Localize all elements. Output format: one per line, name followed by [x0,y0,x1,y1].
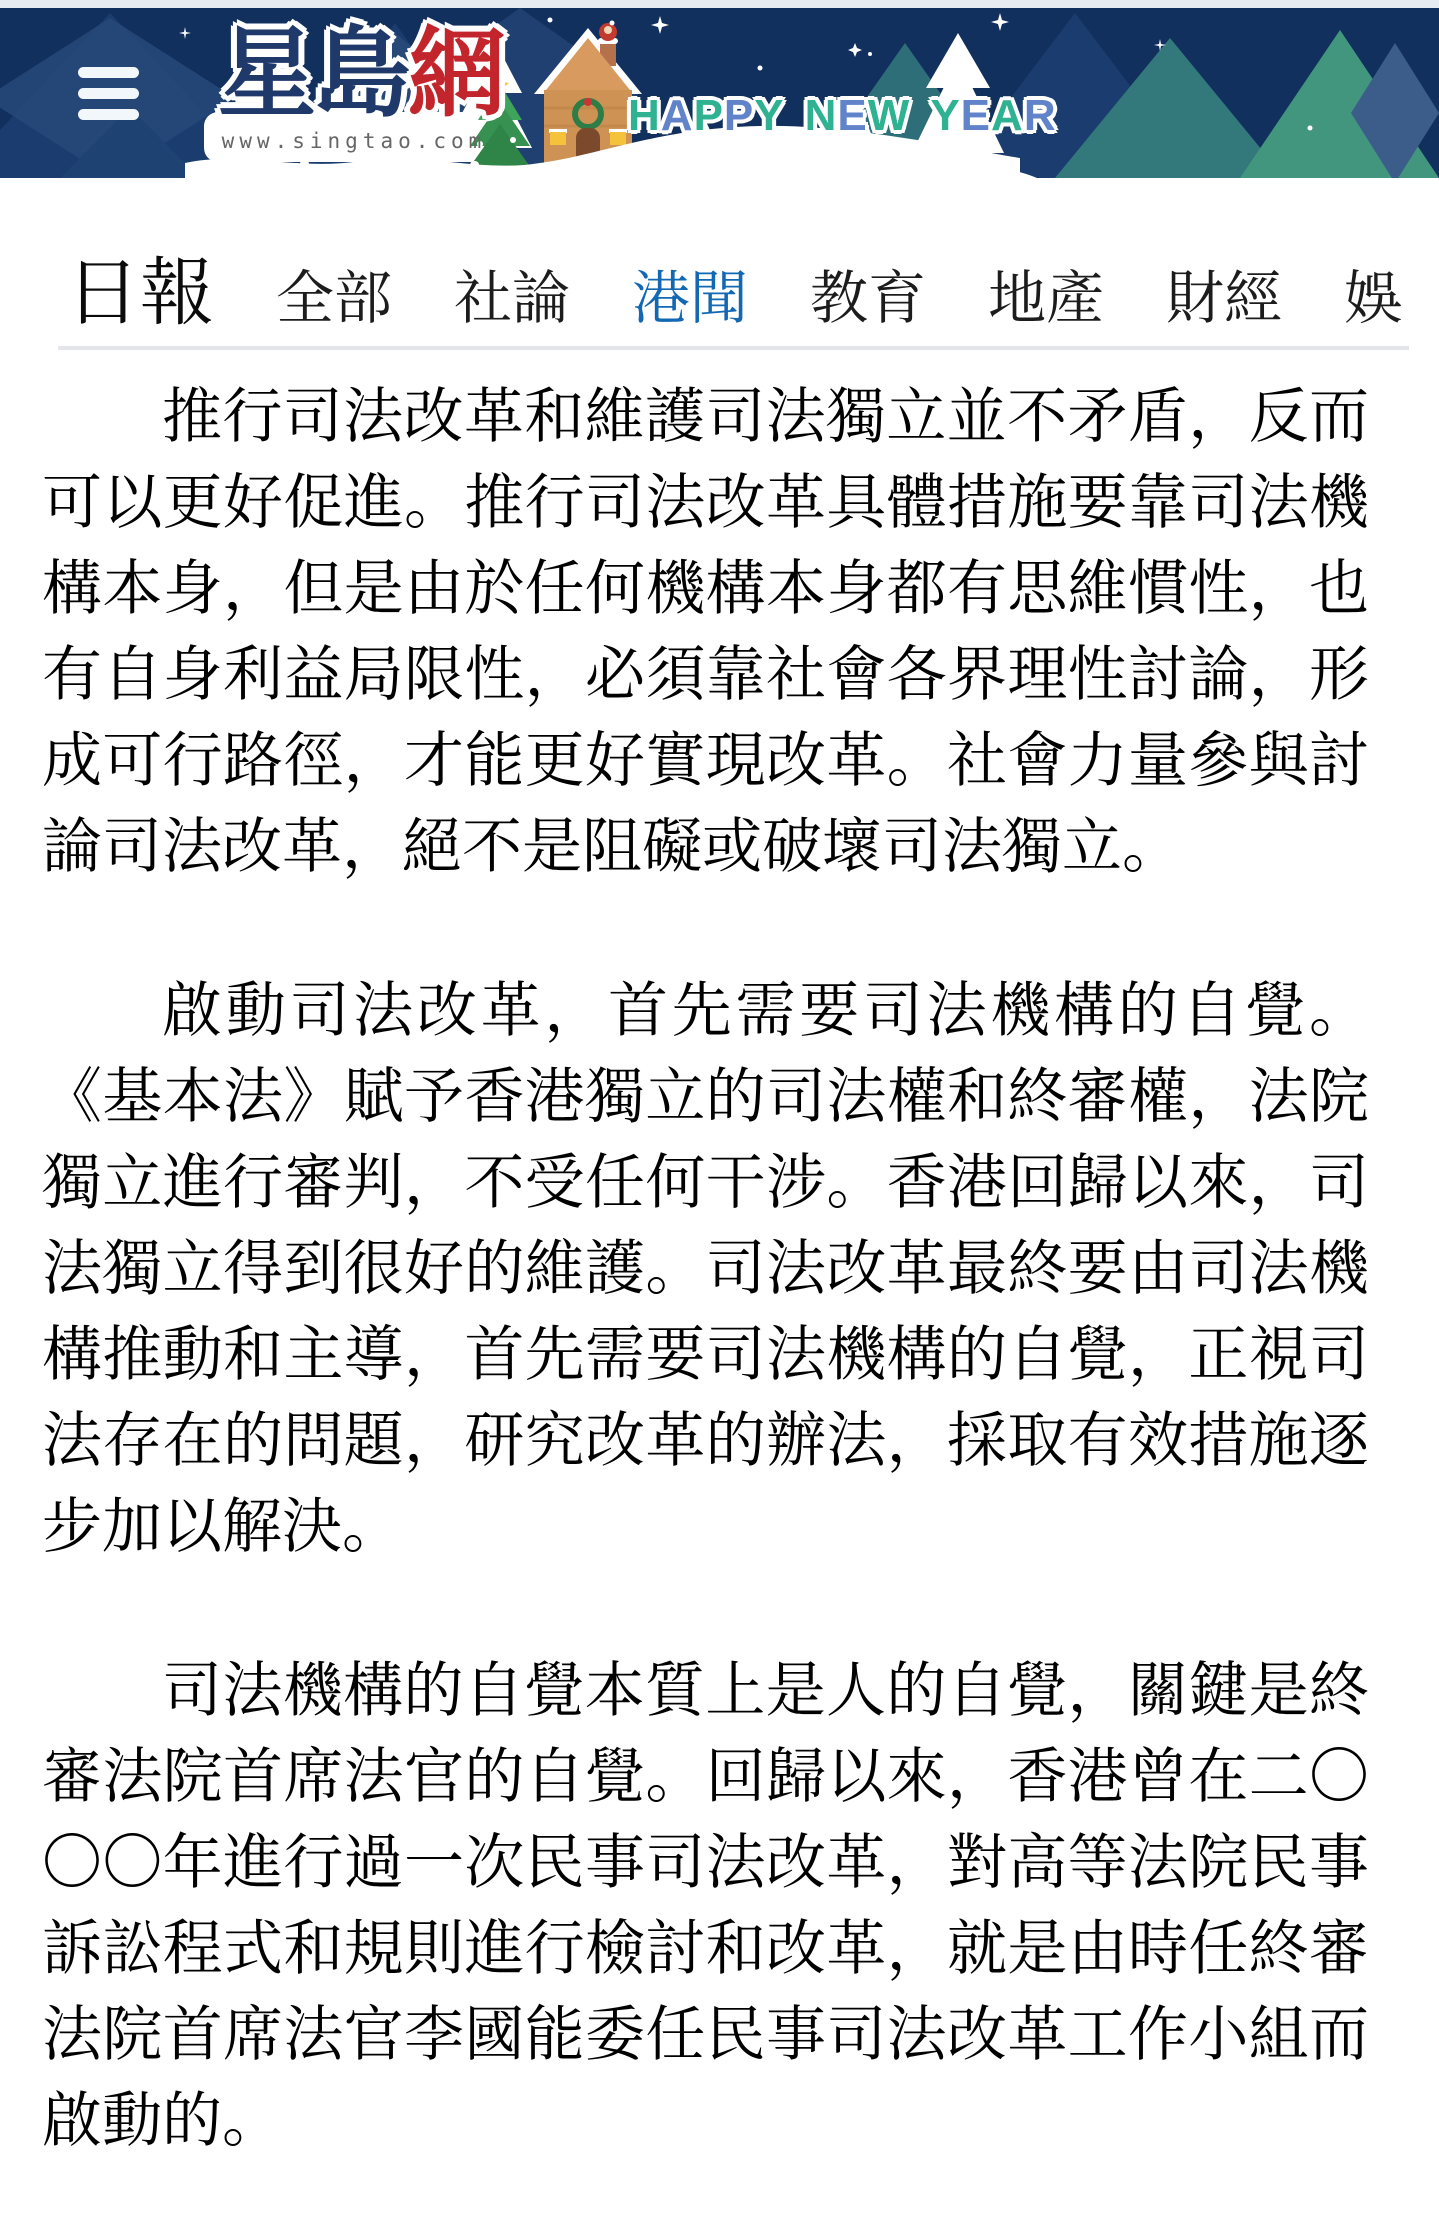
status-strip [0,0,1439,8]
greeting-letter: H [628,91,661,140]
greeting-letter: P [693,91,724,140]
greeting-letter: P [723,91,755,140]
site-url: www.singtao.com [221,129,487,153]
tab-hk-news[interactable]: 港聞 [632,251,748,335]
section-nav [0,178,1439,346]
tab-finance[interactable]: 財經 [1166,266,1283,331]
greeting-letter: E [960,91,992,140]
greeting-letter: W [867,91,911,140]
article-paragraph: 司法機構的自覺本質上是人的自覺，關鍵是終審法院首席法官的自覺。回歸以來，香港曾在二〇〇〇年進行過一次民事司法改革，對高等法院民事訴訟程式和規則進行檢討和改革，就是由時任終審法院首席法官李國能委任民事司法改革工作小組而啟動的。 [42,1657,1369,2154]
article-body [0,350,1439,2164]
new-year-greeting [628,91,1057,140]
tab-all[interactable]: 全部 [276,266,393,331]
logo-text-main: 星島 [218,18,409,128]
greeting-letter: N [804,91,838,140]
site-logo[interactable] [218,18,504,128]
greeting-letter: A [991,91,1024,140]
article-paragraph: 推行司法改革和維護司法獨立並不矛盾，反而可以更好促進。推行司法改革具體措施要靠司法機構本身，但是由於任何機構本身都有思維慣性，也有自身利益局限性，必須靠社會各界理性討論，形成可行路徑，才能更好實現改革。社會力量參與討論司法改革，絕不是阻礙或破壞司法獨立。 [42,383,1369,880]
greeting-letter: A [660,91,694,140]
greeting-letter: E [837,91,868,140]
greeting-letter: Y [930,91,961,140]
tab-property[interactable]: 地產 [988,266,1105,331]
greeting-letter: Y [754,91,785,140]
tab-entertainment[interactable]: 娛 [1344,266,1403,331]
article-paragraph: 啟動司法改革，首先需要司法機構的自覺。《基本法》賦予香港獨立的司法權和終審權，法院獨立進行審判，不受任何干涉。香港回歸以來，司法獨立得到很好的維護。司法改革最終要由司法機構推動和主導，首先需要司法機構的自覺，正視司法存在的問題，研究改革的辦法，採取有效措施逐步加以解決。 [42,977,1369,1560]
tab-editorial[interactable]: 社論 [454,266,571,331]
menu-button[interactable] [78,67,139,130]
greeting-letter: R [1023,91,1057,140]
section-title[interactable]: 日報 [66,251,214,334]
site-banner [0,8,1439,178]
logo-text-accent: 網 [408,18,504,128]
tab-education[interactable]: 教育 [810,266,927,331]
hamburger-icon [78,67,139,78]
